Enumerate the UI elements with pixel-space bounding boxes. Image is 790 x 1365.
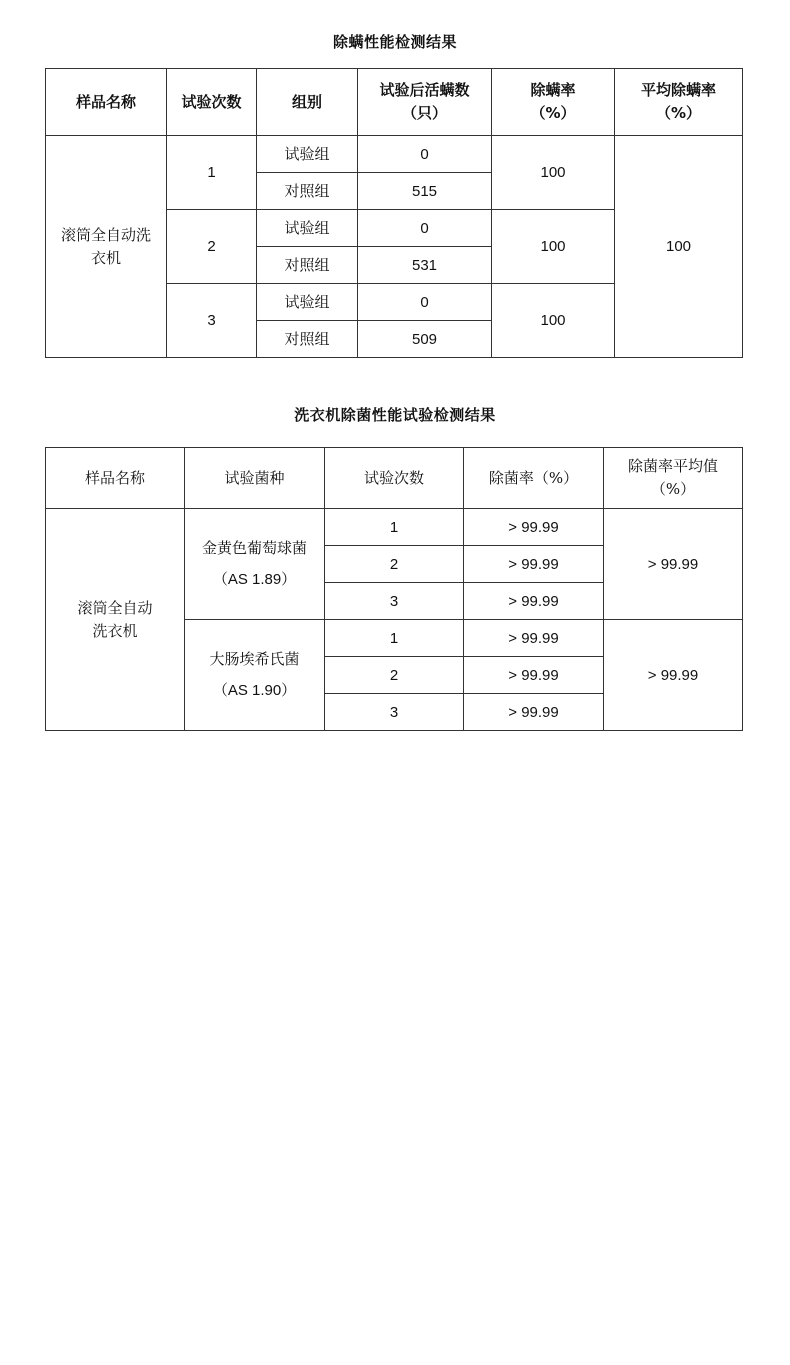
header-removal-rate-line1: 除螨率 [530, 81, 576, 99]
header-average-rate-line2: （%） [655, 104, 702, 122]
header-average-line2: （%） [650, 480, 696, 498]
header-average-sterilization-rate [604, 448, 743, 509]
header-removal-rate [492, 69, 615, 136]
trial-number-cell: 1 [325, 620, 464, 657]
trial-number-cell: 3 [325, 583, 464, 620]
header-sterilization-rate: 除菌率（%） [464, 448, 604, 509]
strain-cell [185, 620, 325, 731]
sample-name-cell: 滚筒全自动洗衣机 [46, 509, 185, 731]
bacteria-results-table [45, 447, 743, 731]
removal-rate-cell: 100 [492, 284, 615, 358]
header-average-rate [615, 69, 743, 136]
sterilization-rate-cell: > 99.99 [464, 694, 604, 731]
group-cell: 试验组 [257, 284, 358, 321]
trial-number-cell: 3 [167, 284, 257, 358]
trial-number-cell: 3 [325, 694, 464, 731]
strain-code: （AS 1.90） [212, 682, 297, 699]
strain-name: 大肠埃希氏菌 [209, 650, 300, 668]
header-sample-name: 样品名称 [46, 69, 167, 136]
trial-number-cell: 2 [325, 546, 464, 583]
header-average-line1: 除菌率平均值 [627, 457, 718, 475]
table-row [46, 136, 743, 173]
mite-header-row [46, 69, 743, 136]
strain-name: 金黄色葡萄球菌 [201, 539, 307, 557]
mite-results-table [45, 68, 743, 358]
trial-number-cell: 1 [325, 509, 464, 546]
live-mites-cell: 0 [358, 136, 492, 173]
header-strain: 试验菌种 [185, 448, 325, 509]
bacteria-results-title: 洗衣机除菌性能试验检测结果 [294, 406, 496, 424]
table-row [46, 509, 743, 546]
header-live-mites-line2: （只） [401, 104, 447, 122]
header-trial-count: 试验次数 [167, 69, 257, 136]
average-rate-cell: > 99.99 [604, 620, 743, 731]
sample-name-cell: 滚筒全自动洗衣机 [46, 136, 167, 358]
header-group: 组别 [257, 69, 358, 136]
sterilization-rate-cell: > 99.99 [464, 509, 604, 546]
strain-cell [185, 509, 325, 620]
sterilization-rate-cell: > 99.99 [464, 657, 604, 694]
live-mites-cell: 531 [358, 247, 492, 284]
strain-code: （AS 1.89） [212, 571, 297, 588]
sterilization-rate-cell: > 99.99 [464, 546, 604, 583]
removal-rate-cell: 100 [492, 136, 615, 210]
header-live-mites-line1: 试验后活螨数 [379, 81, 470, 99]
group-cell: 对照组 [257, 321, 358, 358]
average-rate-cell: > 99.99 [604, 509, 743, 620]
group-cell: 对照组 [257, 173, 358, 210]
group-cell: 试验组 [257, 136, 358, 173]
trial-number-cell: 2 [167, 210, 257, 284]
trial-number-cell: 2 [325, 657, 464, 694]
mite-results-title: 除螨性能检测结果 [332, 33, 457, 51]
live-mites-cell: 0 [358, 284, 492, 321]
header-live-mites [358, 69, 492, 136]
average-rate-cell: 100 [615, 136, 743, 358]
group-cell: 试验组 [257, 210, 358, 247]
header-trial-count: 试验次数 [325, 448, 464, 509]
sterilization-rate-cell: > 99.99 [464, 583, 604, 620]
bacteria-header-row [46, 448, 743, 509]
header-sample-name: 样品名称 [46, 448, 185, 509]
group-cell: 对照组 [257, 247, 358, 284]
live-mites-cell: 0 [358, 210, 492, 247]
sterilization-rate-cell: > 99.99 [464, 620, 604, 657]
live-mites-cell: 509 [358, 321, 492, 358]
header-removal-rate-line2: （%） [530, 104, 576, 122]
trial-number-cell: 1 [167, 136, 257, 210]
removal-rate-cell: 100 [492, 210, 615, 284]
header-average-rate-line1: 平均除螨率 [640, 81, 716, 99]
live-mites-cell: 515 [358, 173, 492, 210]
